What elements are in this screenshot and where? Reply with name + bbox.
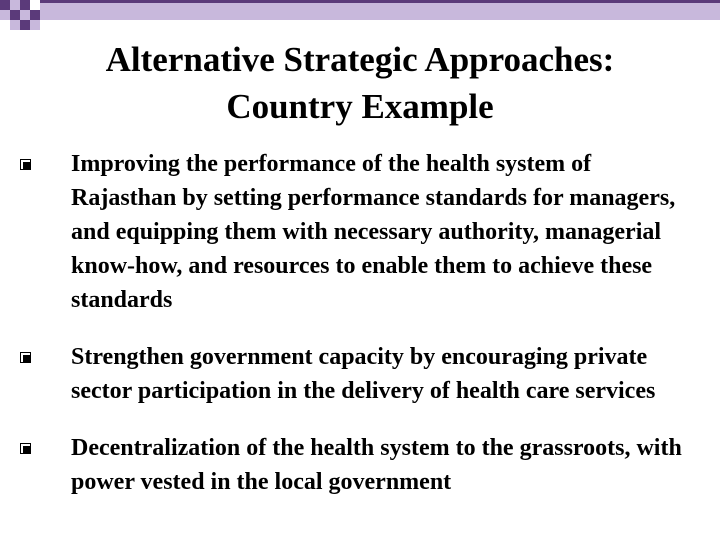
bullet-text: Improving the performance of the health system of Rajasthan by setting performance standards for managers, and equipping them with necessary authority, managerial know-how, and resources to enable them to achieve these standards	[71, 151, 676, 313]
square-bullet-icon	[20, 443, 31, 454]
decor-square	[30, 10, 40, 20]
slide-title	[0, 36, 720, 130]
decor-square	[30, 20, 40, 30]
square-bullet-icon	[20, 159, 31, 170]
decor-square	[20, 20, 30, 30]
bullet-item	[0, 147, 720, 317]
decor-square	[10, 0, 20, 10]
decor-square	[0, 0, 10, 10]
slide-title-line-1: Alternative Strategic Approaches:	[105, 40, 615, 79]
bullet-item	[0, 431, 720, 499]
bullet-text: Decentralization of the health system to the grassroots, with power vested in the local government	[71, 435, 682, 495]
slide-title-line-2: Country Example	[226, 87, 494, 126]
decor-square	[20, 0, 30, 10]
header-band-accent	[40, 0, 720, 3]
decor-square	[10, 20, 20, 30]
bullet-text: Strengthen government capacity by encouraging private sector participation in the delivery of health care services	[71, 344, 656, 404]
bullet-list	[0, 147, 720, 522]
decor-square	[0, 10, 10, 20]
bullet-item	[0, 340, 720, 408]
decor-square	[10, 10, 20, 20]
decor-square	[20, 10, 30, 20]
square-bullet-icon	[20, 352, 31, 363]
